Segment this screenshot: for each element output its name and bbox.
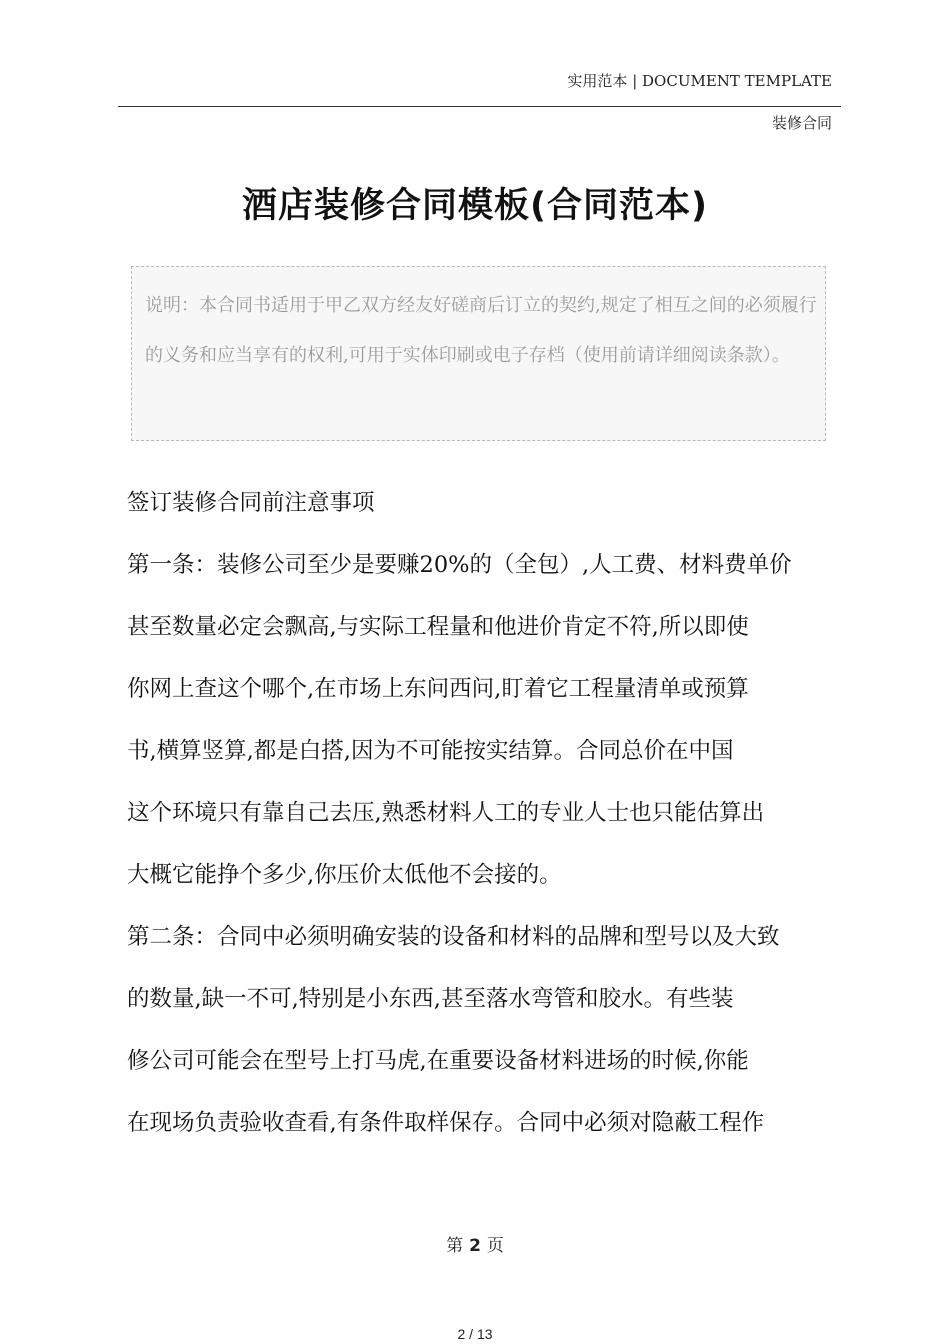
body-line: 这个环境只有靠自己去压,熟悉材料人工的专业人士也只能估算出 bbox=[127, 800, 765, 826]
body-line: 修公司可能会在型号上打马虎,在重要设备材料进场的时候,你能 bbox=[127, 1048, 749, 1074]
body-line: 在现场负责验收查看,有条件取样保存。合同中必须对隐蔽工程作 bbox=[127, 1110, 765, 1136]
body-line: 甚至数量必定会飘高,与实际工程量和他进价肯定不符,所以即使 bbox=[127, 614, 749, 640]
body-line: 大概它能挣个多少,你压价太低他不会接的。 bbox=[127, 862, 562, 888]
page-prefix: 第 bbox=[446, 1236, 464, 1256]
page-label bbox=[0, 1231, 950, 1256]
body-line: 你网上查这个哪个,在市场上东问西问,盯着它工程量清单或预算 bbox=[127, 676, 749, 702]
body-line: 书,横算竖算,都是白搭,因为不可能按实结算。合同总价在中国 bbox=[127, 738, 734, 764]
section-heading: 签订装修合同前注意事项 bbox=[127, 490, 375, 516]
page-suffix: 页 bbox=[486, 1236, 504, 1256]
page-counter: 2 / 13 bbox=[457, 1326, 493, 1342]
header-category: 装修合同 bbox=[771, 114, 832, 132]
body-line: 的数量,缺一不可,特别是小东西,甚至落水弯管和胶水。有些装 bbox=[127, 986, 734, 1012]
note-box bbox=[131, 266, 826, 441]
body-line: 第一条：装修公司至少是要赚20%的（全包）,人工费、材料费单价 bbox=[127, 552, 792, 578]
document-title: 酒店装修合同模板(合同范本) bbox=[242, 186, 708, 226]
header-brand: 实用范本 | DOCUMENT TEMPLATE bbox=[567, 72, 832, 90]
body-text bbox=[127, 472, 837, 1154]
page-number: 2 bbox=[469, 1236, 481, 1256]
body-line: 第二条：合同中必须明确安装的设备和材料的品牌和型号以及大致 bbox=[127, 924, 780, 950]
header-divider bbox=[118, 106, 841, 107]
note-text: 说明：本合同书适用于甲乙双方经友好磋商后订立的契约,规定了相互之间的必须履行的义务和应当享有的权利,可用于实体印刷或电子存档（使用前请详细阅读条款）。 bbox=[145, 295, 817, 366]
